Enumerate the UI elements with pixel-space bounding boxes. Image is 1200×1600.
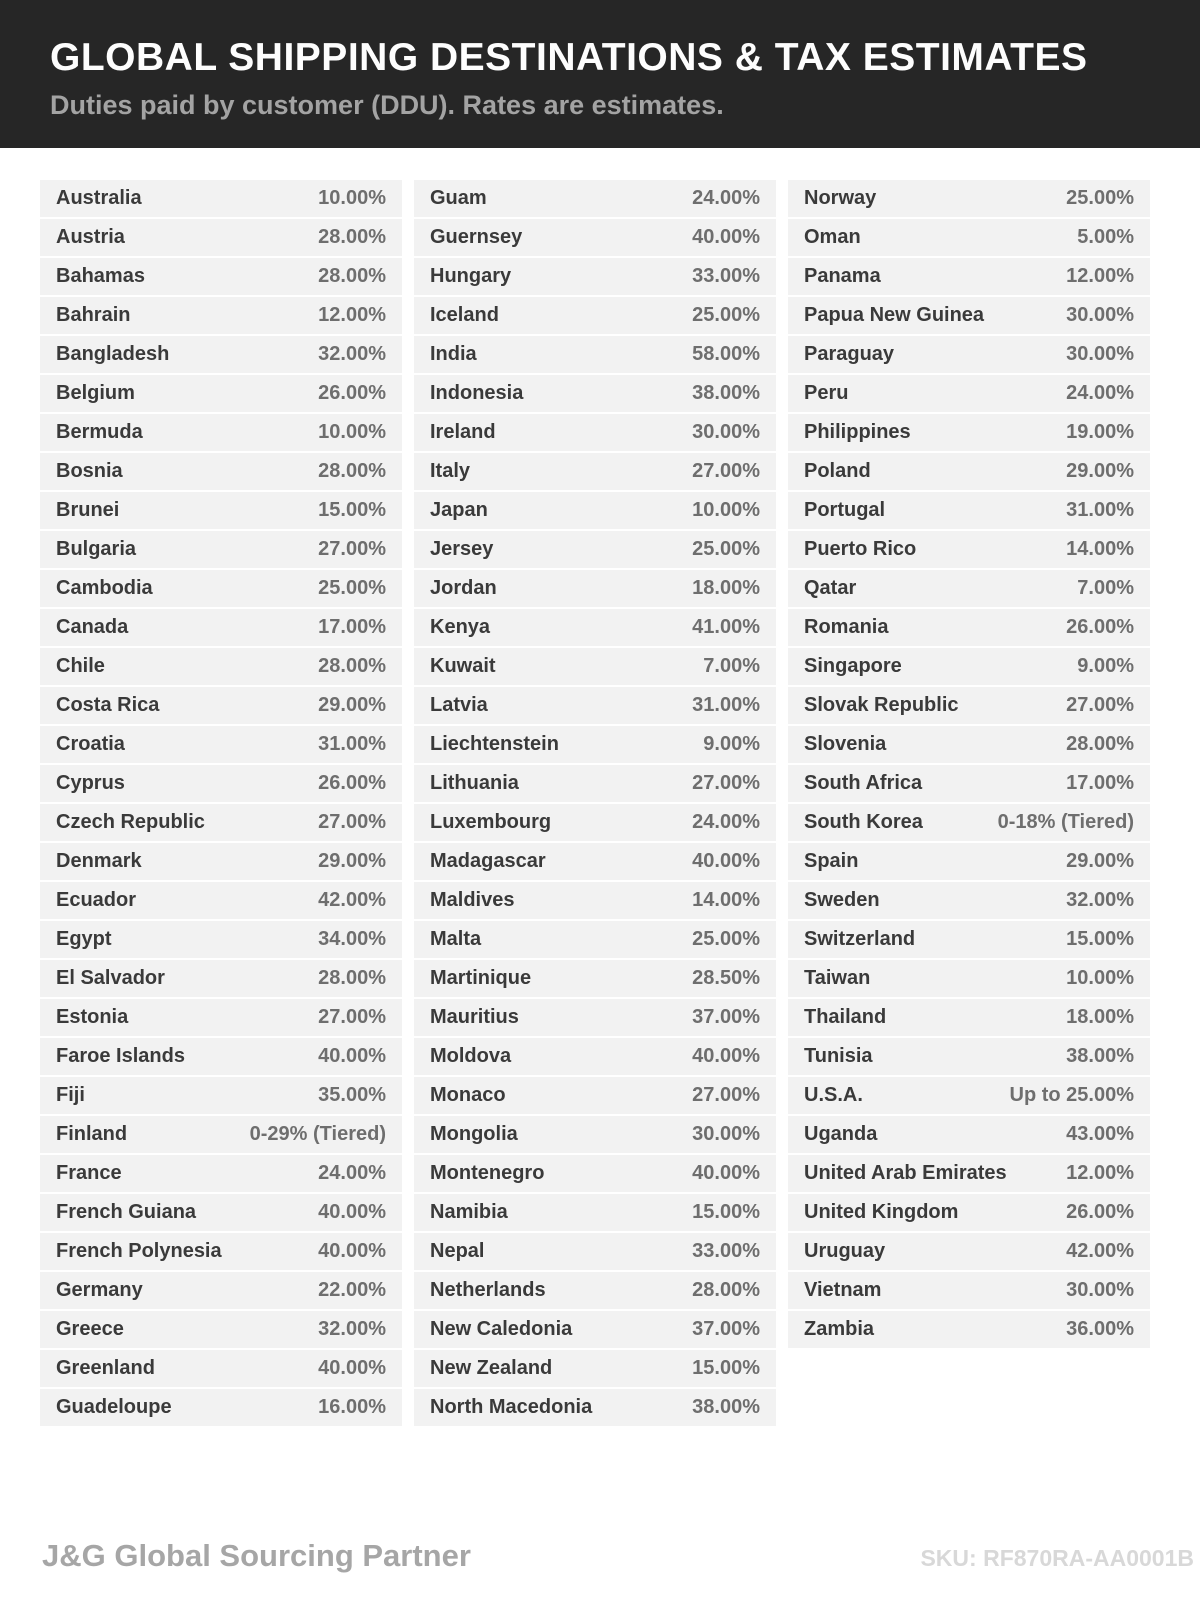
country-name: Bangladesh: [56, 343, 170, 365]
table-row: [414, 570, 776, 607]
table-row: [40, 687, 402, 724]
country-name: France: [56, 1162, 122, 1184]
tax-rate: 33.00%: [692, 265, 760, 287]
table-row: [788, 1311, 1150, 1348]
tax-rate: 9.00%: [1077, 655, 1134, 677]
tax-rate: 24.00%: [692, 187, 760, 209]
country-name: Jordan: [430, 577, 497, 599]
country-name: Netherlands: [430, 1279, 546, 1301]
table-row: [40, 1233, 402, 1270]
table-row: [788, 882, 1150, 919]
country-name: Czech Republic: [56, 811, 205, 833]
table-row: [788, 258, 1150, 295]
table-row: [414, 1272, 776, 1309]
table-row: [40, 882, 402, 919]
table-row: [40, 1311, 402, 1348]
tax-rate: 29.00%: [318, 694, 386, 716]
country-name: Germany: [56, 1279, 143, 1301]
table-row: [414, 258, 776, 295]
table-row: [788, 453, 1150, 490]
table-row: [788, 765, 1150, 802]
tax-rate: 24.00%: [318, 1162, 386, 1184]
table-row: [414, 648, 776, 685]
table-row: [40, 999, 402, 1036]
tax-rate: 28.00%: [318, 967, 386, 989]
table-row: [788, 180, 1150, 217]
footer: [0, 1538, 1200, 1574]
brand-name: J&G Global Sourcing Partner: [42, 1538, 471, 1573]
table-row: [40, 297, 402, 334]
country-name: Monaco: [430, 1084, 506, 1106]
table-row: [788, 609, 1150, 646]
country-name: Bahrain: [56, 304, 131, 326]
table-row: [40, 219, 402, 256]
table-row: [414, 492, 776, 529]
tax-rate: 28.00%: [318, 226, 386, 248]
table-row: [40, 1155, 402, 1192]
tax-rate: 35.00%: [318, 1084, 386, 1106]
table-row: [788, 1077, 1150, 1114]
tax-rate: 30.00%: [1066, 343, 1134, 365]
country-name: Bulgaria: [56, 538, 137, 560]
table-row: [788, 414, 1150, 451]
table-row: [414, 180, 776, 217]
country-name: Maldives: [430, 889, 515, 911]
country-name: Malta: [430, 928, 482, 950]
tax-rate: 37.00%: [692, 1006, 760, 1028]
table-row: [414, 1389, 776, 1426]
rates-table: [40, 180, 1150, 1428]
tax-rate: 27.00%: [318, 538, 386, 560]
tax-rate: 0-18% (Tiered): [997, 811, 1134, 833]
tax-rate: 38.00%: [692, 1396, 760, 1418]
tax-rate: 40.00%: [692, 226, 760, 248]
table-row: [414, 1077, 776, 1114]
tax-rate: 25.00%: [692, 304, 760, 326]
country-name: Switzerland: [804, 928, 916, 950]
country-name: Chile: [56, 655, 105, 677]
tax-rate: 38.00%: [692, 382, 760, 404]
country-name: Vietnam: [804, 1279, 882, 1301]
table-row: [788, 336, 1150, 373]
tax-rate: 24.00%: [1066, 382, 1134, 404]
table-row: [788, 375, 1150, 412]
country-name: Namibia: [430, 1201, 508, 1223]
table-row: [414, 375, 776, 412]
country-name: Slovak Republic: [804, 694, 959, 716]
tax-rate: 40.00%: [318, 1045, 386, 1067]
table-row: [414, 921, 776, 958]
table-row: [40, 609, 402, 646]
country-name: Egypt: [56, 928, 112, 950]
country-name: Nepal: [430, 1240, 485, 1262]
tax-rate: 28.00%: [1066, 733, 1134, 755]
country-name: Fiji: [56, 1084, 85, 1106]
table-row: [414, 882, 776, 919]
country-name: Romania: [804, 616, 889, 638]
country-name: Ecuador: [56, 889, 137, 911]
country-name: Puerto Rico: [804, 538, 917, 560]
tax-rate: 12.00%: [1066, 265, 1134, 287]
table-row: [788, 1155, 1150, 1192]
country-name: Portugal: [804, 499, 886, 521]
country-name: Kenya: [430, 616, 491, 638]
table-row: [414, 1038, 776, 1075]
tax-rate: 15.00%: [1066, 928, 1134, 950]
tax-rate: 40.00%: [318, 1201, 386, 1223]
country-name: Bermuda: [56, 421, 143, 443]
table-row: [40, 1272, 402, 1309]
table-row: [414, 960, 776, 997]
tax-rate: 28.00%: [318, 460, 386, 482]
table-row: [40, 1038, 402, 1075]
country-name: Bosnia: [56, 460, 123, 482]
tax-rate: 27.00%: [1066, 694, 1134, 716]
country-name: Zambia: [804, 1318, 875, 1340]
country-name: Croatia: [56, 733, 125, 755]
table-row: [414, 297, 776, 334]
table-row: [414, 687, 776, 724]
country-name: French Guiana: [56, 1201, 197, 1223]
table-row: [788, 1272, 1150, 1309]
country-name: Estonia: [56, 1006, 129, 1028]
country-name: United Kingdom: [804, 1201, 959, 1223]
country-name: Liechtenstein: [430, 733, 559, 755]
tax-rate: 31.00%: [318, 733, 386, 755]
table-row: [414, 609, 776, 646]
country-name: El Salvador: [56, 967, 165, 989]
tax-rate: 22.00%: [318, 1279, 386, 1301]
country-name: Mauritius: [430, 1006, 519, 1028]
country-name: Finland: [56, 1123, 128, 1145]
country-name: Jersey: [430, 538, 494, 560]
tax-rate: 37.00%: [692, 1318, 760, 1340]
table-row: [40, 648, 402, 685]
tax-rate: 7.00%: [703, 655, 760, 677]
country-name: Taiwan: [804, 967, 871, 989]
table-row: [788, 921, 1150, 958]
table-row: [414, 414, 776, 451]
country-name: Italy: [430, 460, 471, 482]
tax-rate: 18.00%: [692, 577, 760, 599]
tax-rate: 43.00%: [1066, 1123, 1134, 1145]
tax-rate: 25.00%: [318, 577, 386, 599]
country-name: Paraguay: [804, 343, 895, 365]
tax-rate: 42.00%: [1066, 1240, 1134, 1262]
tax-rate: 12.00%: [318, 304, 386, 326]
country-name: United Arab Emirates: [804, 1162, 1007, 1184]
country-name: Uruguay: [804, 1240, 886, 1262]
tax-rate: 32.00%: [1066, 889, 1134, 911]
table-row: [788, 570, 1150, 607]
tax-rate: 24.00%: [692, 811, 760, 833]
tax-rate: 26.00%: [318, 772, 386, 794]
tax-rate: 14.00%: [692, 889, 760, 911]
table-row: [414, 843, 776, 880]
tax-rate: 17.00%: [1066, 772, 1134, 794]
tax-rate: 34.00%: [318, 928, 386, 950]
table-row: [414, 726, 776, 763]
tax-rate: Up to 25.00%: [1009, 1084, 1134, 1106]
table-row: [788, 804, 1150, 841]
table-row: [414, 1311, 776, 1348]
tax-rate: 27.00%: [692, 772, 760, 794]
tax-rate: 25.00%: [1066, 187, 1134, 209]
country-name: Qatar: [804, 577, 857, 599]
tax-rate: 31.00%: [692, 694, 760, 716]
country-name: Canada: [56, 616, 129, 638]
tax-rate: 10.00%: [318, 187, 386, 209]
country-name: Indonesia: [430, 382, 524, 404]
country-name: Madagascar: [430, 850, 546, 872]
table-row: [414, 765, 776, 802]
tax-rate: 14.00%: [1066, 538, 1134, 560]
country-name: Guam: [430, 187, 487, 209]
tax-rate: 30.00%: [1066, 1279, 1134, 1301]
country-name: New Zealand: [430, 1357, 553, 1379]
country-name: Lithuania: [430, 772, 519, 794]
table-row: [788, 726, 1150, 763]
table-row: [40, 1194, 402, 1231]
tax-rate: 40.00%: [692, 1162, 760, 1184]
country-name: India: [430, 343, 477, 365]
country-name: Uganda: [804, 1123, 878, 1145]
tax-rate: 26.00%: [1066, 1201, 1134, 1223]
tax-rate: 26.00%: [1066, 616, 1134, 638]
country-name: Philippines: [804, 421, 911, 443]
tax-rate: 28.50%: [692, 967, 760, 989]
country-name: Greece: [56, 1318, 124, 1340]
table-row: [40, 1077, 402, 1114]
country-name: U.S.A.: [804, 1084, 863, 1106]
tax-rate: 29.00%: [1066, 460, 1134, 482]
country-name: Papua New Guinea: [804, 304, 985, 326]
tax-rate: 33.00%: [692, 1240, 760, 1262]
table-row: [788, 297, 1150, 334]
tax-rate: 29.00%: [1066, 850, 1134, 872]
table-row: [40, 921, 402, 958]
country-name: Australia: [56, 187, 142, 209]
table-row: [40, 453, 402, 490]
country-name: Montenegro: [430, 1162, 545, 1184]
table-row: [788, 843, 1150, 880]
country-name: Spain: [804, 850, 859, 872]
tax-rate: 31.00%: [1066, 499, 1134, 521]
country-name: Austria: [56, 226, 125, 248]
table-row: [40, 726, 402, 763]
table-row: [40, 960, 402, 997]
table-row: [788, 960, 1150, 997]
table-row: [40, 258, 402, 295]
tax-rate: 27.00%: [318, 811, 386, 833]
country-name: Sweden: [804, 889, 880, 911]
country-name: Poland: [804, 460, 871, 482]
tax-rate: 28.00%: [692, 1279, 760, 1301]
country-name: Kuwait: [430, 655, 496, 677]
country-name: Singapore: [804, 655, 902, 677]
table-row: [40, 180, 402, 217]
tax-rate: 30.00%: [1066, 304, 1134, 326]
tax-rate: 41.00%: [692, 616, 760, 638]
tax-rate: 5.00%: [1077, 226, 1134, 248]
tax-rate: 15.00%: [318, 499, 386, 521]
tax-rate: 40.00%: [692, 1045, 760, 1067]
country-name: Greenland: [56, 1357, 155, 1379]
tax-rate: 12.00%: [1066, 1162, 1134, 1184]
table-row: [40, 765, 402, 802]
tax-rate: 26.00%: [318, 382, 386, 404]
rates-column-2: [414, 180, 776, 1428]
country-name: Latvia: [430, 694, 488, 716]
table-row: [40, 1350, 402, 1387]
country-name: North Macedonia: [430, 1396, 593, 1418]
country-name: Belgium: [56, 382, 135, 404]
table-row: [788, 492, 1150, 529]
table-row: [788, 219, 1150, 256]
table-row: [788, 1038, 1150, 1075]
tax-rate: 40.00%: [692, 850, 760, 872]
table-row: [414, 336, 776, 373]
tax-rate: 0-29% (Tiered): [249, 1123, 386, 1145]
rates-column-3: [788, 180, 1150, 1428]
country-name: Norway: [804, 187, 877, 209]
tax-rate: 10.00%: [692, 499, 760, 521]
country-name: Hungary: [430, 265, 512, 287]
table-row: [40, 1116, 402, 1153]
tax-rate: 30.00%: [692, 421, 760, 443]
tax-rate: 17.00%: [318, 616, 386, 638]
tax-rate: 29.00%: [318, 850, 386, 872]
country-name: Faroe Islands: [56, 1045, 185, 1067]
country-name: Mongolia: [430, 1123, 518, 1145]
table-row: [414, 1116, 776, 1153]
country-name: Peru: [804, 382, 849, 404]
rates-column-1: [40, 180, 402, 1428]
country-name: Thailand: [804, 1006, 887, 1028]
table-row: [414, 804, 776, 841]
table-row: [788, 1116, 1150, 1153]
country-name: Guernsey: [430, 226, 523, 248]
country-name: Cambodia: [56, 577, 153, 599]
country-name: Iceland: [430, 304, 499, 326]
country-name: Luxembourg: [430, 811, 552, 833]
tax-rate: 42.00%: [318, 889, 386, 911]
table-row: [788, 531, 1150, 568]
country-name: Moldova: [430, 1045, 512, 1067]
tax-rate: 38.00%: [1066, 1045, 1134, 1067]
table-row: [414, 1194, 776, 1231]
tax-rate: 15.00%: [692, 1357, 760, 1379]
page-title: GLOBAL SHIPPING DESTINATIONS & TAX ESTIMATES: [50, 36, 1088, 79]
table-row: [40, 531, 402, 568]
tax-rate: 28.00%: [318, 265, 386, 287]
tax-rate: 10.00%: [1066, 967, 1134, 989]
tax-rate: 18.00%: [1066, 1006, 1134, 1028]
country-name: Martinique: [430, 967, 532, 989]
table-row: [788, 1233, 1150, 1270]
tax-rate: 27.00%: [692, 1084, 760, 1106]
country-name: New Caledonia: [430, 1318, 573, 1340]
country-name: Denmark: [56, 850, 142, 872]
table-row: [40, 375, 402, 412]
tax-rate: 32.00%: [318, 343, 386, 365]
country-name: South Korea: [804, 811, 923, 833]
country-name: Japan: [430, 499, 488, 521]
country-name: French Polynesia: [56, 1240, 222, 1262]
table-row: [414, 531, 776, 568]
table-row: [40, 1389, 402, 1426]
table-row: [414, 453, 776, 490]
table-row: [414, 999, 776, 1036]
table-row: [40, 414, 402, 451]
sku-label: SKU: RF870RA-AA0001B: [920, 1545, 1194, 1571]
tax-rate: 25.00%: [692, 538, 760, 560]
table-row: [788, 687, 1150, 724]
tax-rate: 40.00%: [318, 1240, 386, 1262]
table-row: [40, 843, 402, 880]
tax-rate: 27.00%: [318, 1006, 386, 1028]
tax-rate: 16.00%: [318, 1396, 386, 1418]
tax-rate: 19.00%: [1066, 421, 1134, 443]
table-row: [40, 804, 402, 841]
table-row: [414, 1155, 776, 1192]
country-name: Costa Rica: [56, 694, 160, 716]
country-name: Slovenia: [804, 733, 887, 755]
table-row: [40, 492, 402, 529]
tax-rate: 15.00%: [692, 1201, 760, 1223]
country-name: Cyprus: [56, 772, 125, 794]
tax-rate: 25.00%: [692, 928, 760, 950]
country-name: Brunei: [56, 499, 120, 521]
country-name: Tunisia: [804, 1045, 873, 1067]
header-banner: [0, 0, 1200, 148]
table-row: [788, 999, 1150, 1036]
table-row: [414, 1233, 776, 1270]
country-name: Ireland: [430, 421, 496, 443]
country-name: Guadeloupe: [56, 1396, 172, 1418]
tax-rate: 27.00%: [692, 460, 760, 482]
table-row: [40, 570, 402, 607]
tax-rate: 40.00%: [318, 1357, 386, 1379]
table-row: [414, 219, 776, 256]
table-row: [788, 648, 1150, 685]
tax-rate: 36.00%: [1066, 1318, 1134, 1340]
tax-rate: 7.00%: [1077, 577, 1134, 599]
table-row: [414, 1350, 776, 1387]
tax-rate: 10.00%: [318, 421, 386, 443]
table-row: [40, 336, 402, 373]
country-name: South Africa: [804, 772, 923, 794]
tax-rate: 28.00%: [318, 655, 386, 677]
tax-rate: 9.00%: [703, 733, 760, 755]
tax-rate: 32.00%: [318, 1318, 386, 1340]
table-row: [788, 1194, 1150, 1231]
tax-rate: 30.00%: [692, 1123, 760, 1145]
country-name: Oman: [804, 226, 861, 248]
tax-rate: 58.00%: [692, 343, 760, 365]
country-name: Panama: [804, 265, 881, 287]
country-name: Bahamas: [56, 265, 145, 287]
page-subtitle: Duties paid by customer (DDU). Rates are estimates.: [50, 90, 724, 120]
